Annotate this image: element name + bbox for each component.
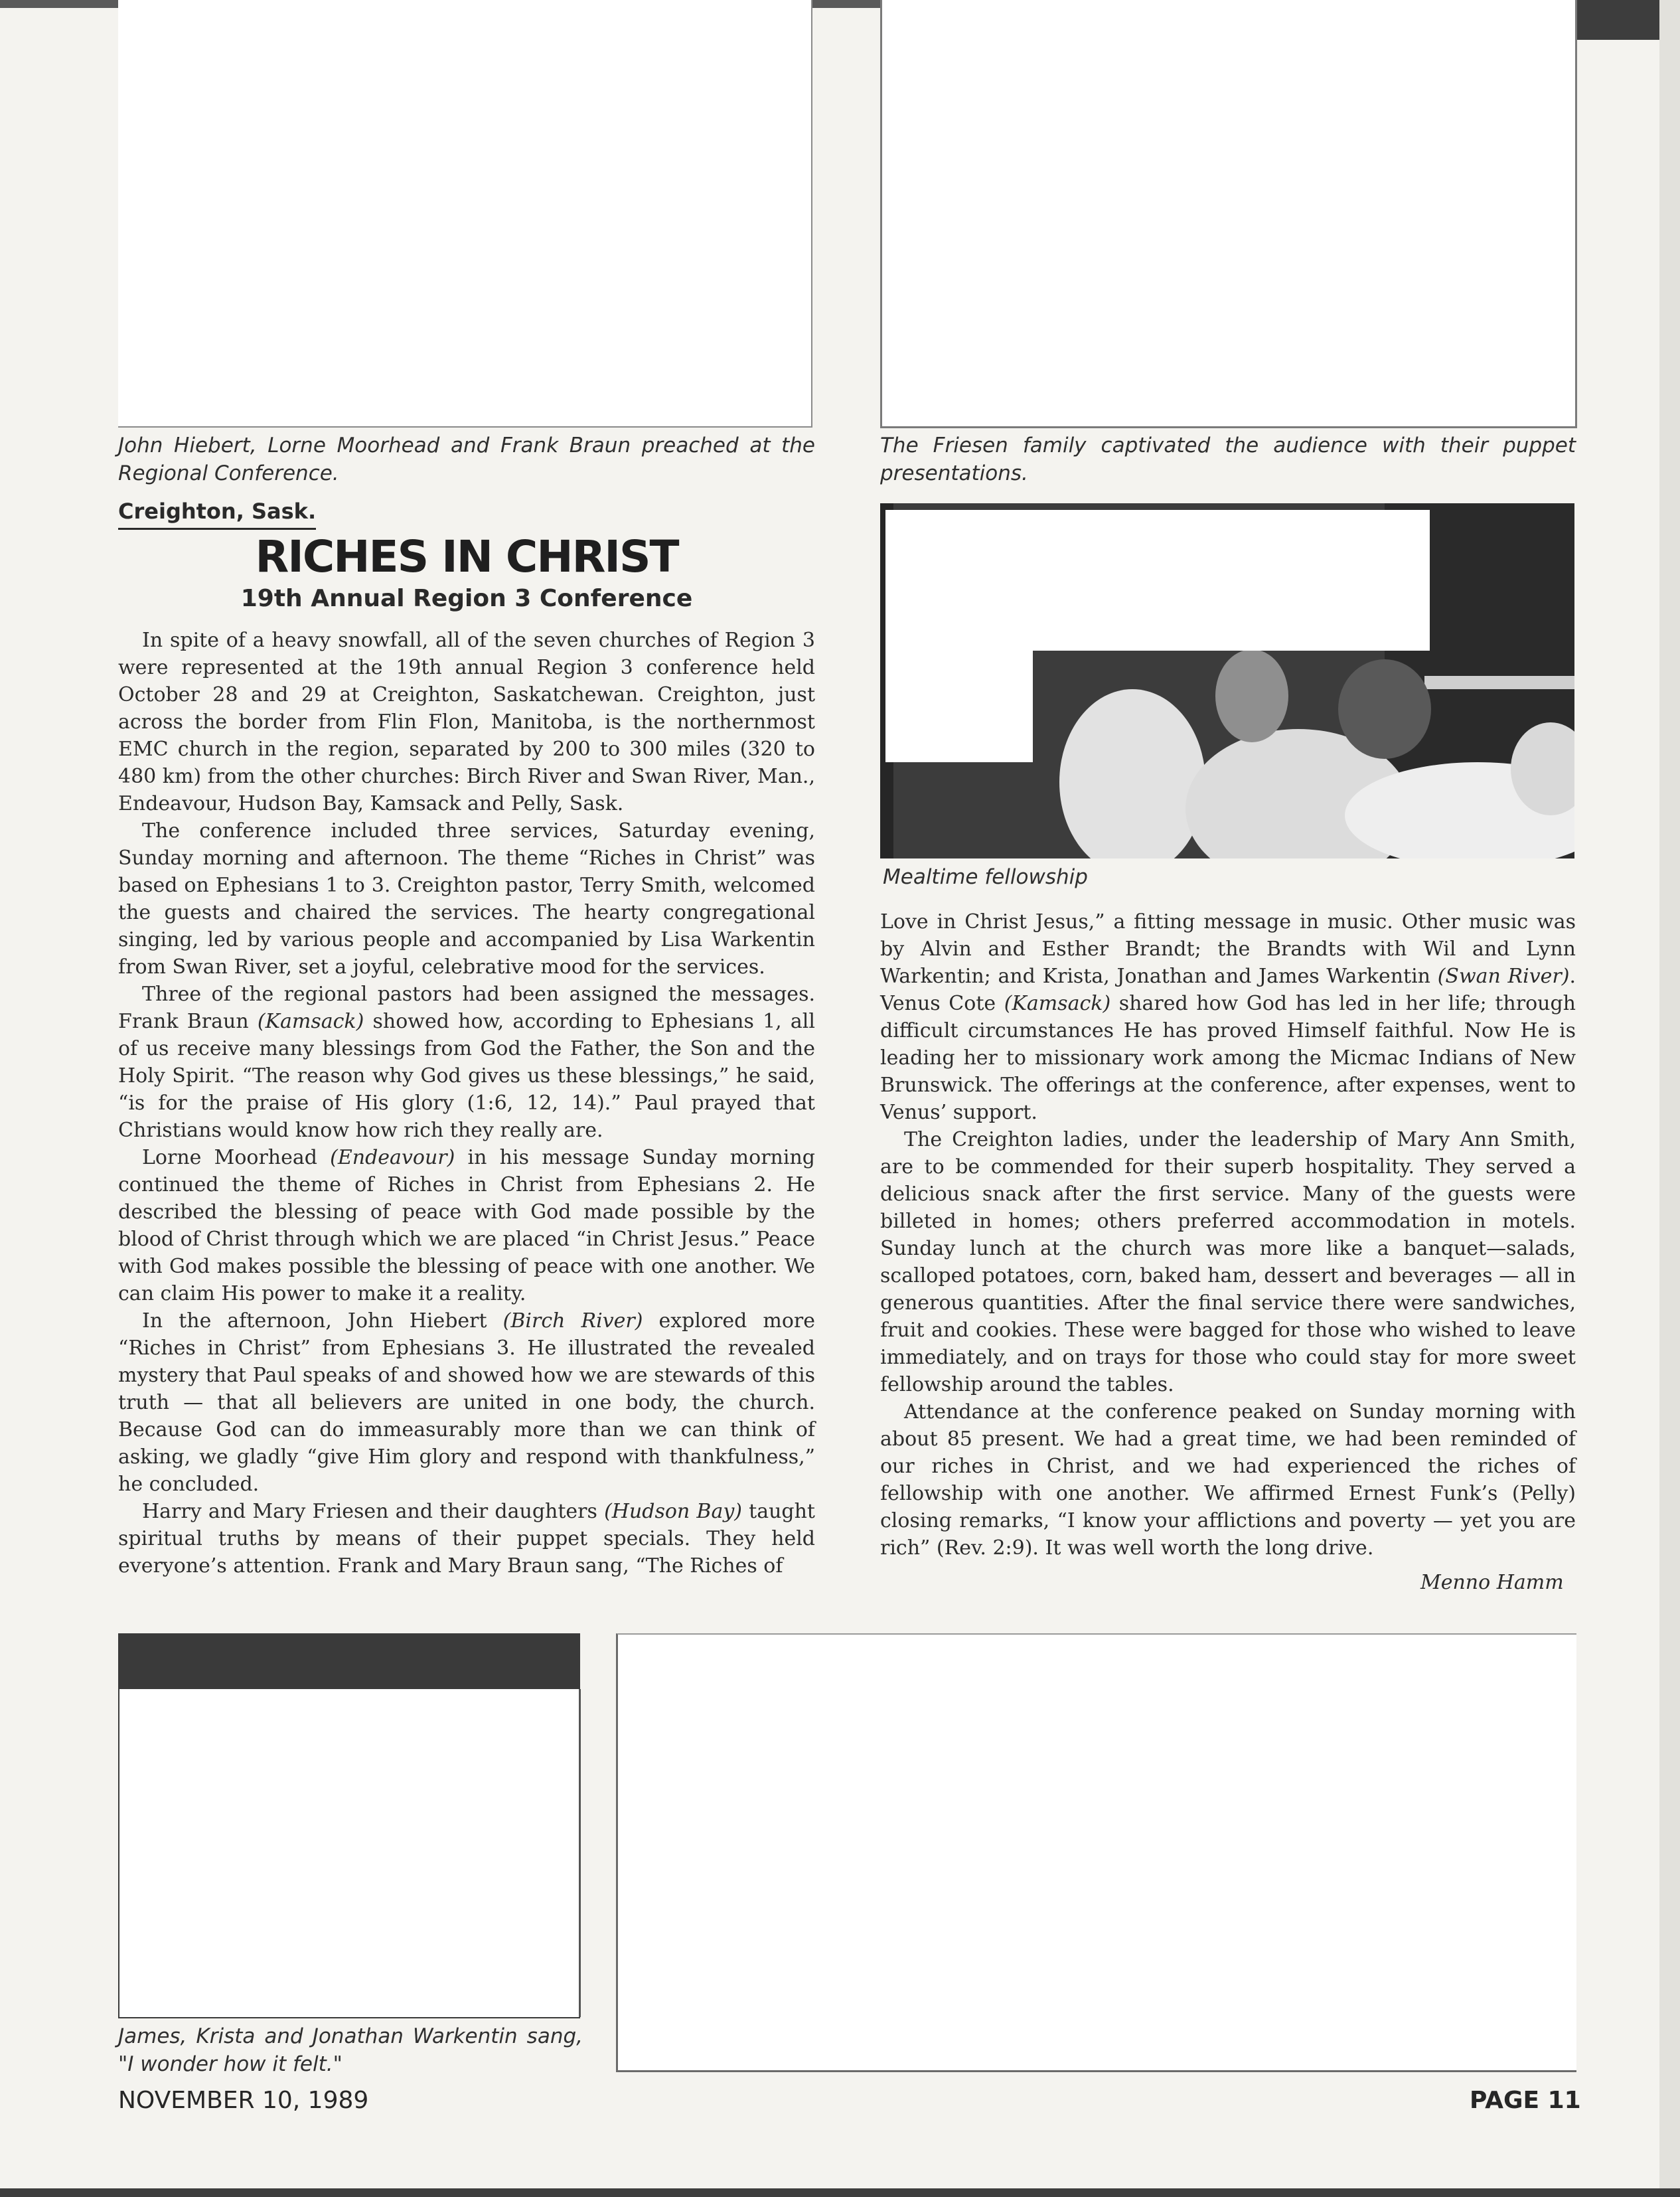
photo-mealtime — [880, 503, 1574, 858]
scan-edge-bottom — [0, 2188, 1680, 2197]
article-column-right — [880, 908, 1576, 1562]
photo-friesen-family — [880, 0, 1577, 428]
photo-preachers — [118, 0, 812, 428]
paragraph: The Creighton ladies, under the leadership of Mary Ann Smith, are to be commended for their superb hospitality. They served a delicious snack after the first service. Many of the guests were billeted in homes; others preferred accommodation in motels. Sunday lunch at the church was more like a banquet—salads, scalloped potatoes, corn, baked ham, dessert and beverages — all in generous quantities. After the final service there were sandwiches, fruit and cookies. These were bagged for those who wished to leave immediately, and on trays for those who could stay for more sweet fellowship around the tables. — [880, 1128, 1576, 1396]
photo-mealtime-overlay-b — [885, 649, 1033, 762]
article-column-left — [118, 627, 815, 1580]
photo-warkentin-overlay — [119, 1689, 581, 2017]
headline: RICHES IN CHRIST — [255, 531, 678, 582]
paragraph: In the afternoon, John Hiebert (Birch River) explored more “Riches in Christ” from Ephesians 3. He illustrated the revealed mystery that Paul speaks of and showed how we are stewards of this truth — that all believers are united in one body, the church. Because God can do immeasurably more than we can think of asking, we gladly “give Him glory and respond with thankfulness,” he concluded. — [118, 1309, 815, 1496]
photo-warkentin-singers — [118, 1633, 580, 2018]
caption-friesen-family: The Friesen family captivated the audience with their puppet presentations. — [880, 434, 1576, 485]
paragraph: The conference included three services, Saturday evening, Sunday morning and afternoon. The theme “Riches in Christ” was based on Ephesians 1 to 3. Creighton pastor, Terry Smith, welcomed the guests and chaired the services. The hearty congregational singing, led by various people and accompanied by Lisa Warkentin from Swan River, set a joyful, celebrative mood for the services. — [118, 819, 815, 979]
dateline: Creighton, Sask. — [118, 499, 316, 530]
paragraph: Harry and Mary Friesen and their daughters (Hudson Bay) taught spiritual truths by means of their puppet specials. They held everyone’s attention. Frank and Mary Braun sang, “The Riches of — [118, 1500, 815, 1578]
paragraph: Attendance at the conference peaked on Sunday morning with about 85 present. We had a great time, we had been reminded of our riches in Christ, and we had experienced the riches of fellowship with one another. We affirmed Ernest Funk’s (Pelly) closing remarks, “I know your afflictions and poverty — yet you are rich” (Rev. 2:9). It was well worth the long drive. — [880, 1400, 1576, 1560]
subhead: 19th Annual Region 3 Conference — [240, 585, 693, 612]
footer-page-number: PAGE 11 — [1470, 2087, 1581, 2114]
caption-warkentin-singers: James, Krista and Jonathan Warkentin sang, "I wonder how it felt." — [118, 2024, 583, 2076]
caption-preachers: John Hiebert, Lorne Moorhead and Frank Braun preached at the Regional Conference. — [118, 434, 815, 485]
byline: Menno Hamm — [1420, 1571, 1564, 1594]
paragraph: Lorne Moorhead (Endeavour) in his message Sunday morning continued the theme of Riches in Christ from Ephesians 2. He described the blessing of peace with God made possible by the blood of Christ through which we are placed “in Christ Jesus.” Peace with God makes possible the blessing of peace with one another. We can claim His power to make it a reality. — [118, 1146, 815, 1305]
photo-mealtime-overlay-a — [885, 510, 1430, 651]
photo-bottom-right — [616, 1633, 1576, 2072]
scan-edge-right — [1659, 0, 1680, 2197]
paragraph: In spite of a heavy snowfall, all of the seven churches of Region 3 were represented at the 19th annual Region 3 conference held October 28 and 29 at Creighton, Saskatchewan. Creighton, just across the border from Flin Flon, Manitoba, is the northernmost EMC church in the region, separated by 200 to 300 miles (320 to 480 km) from the other churches: Birch River and Swan River, Man., Endeavour, Hudson Bay, Kamsack and Pelly, Sask. — [118, 629, 815, 815]
paragraph: Three of the regional pastors had been assigned the messages. Frank Braun (Kamsack) showed how, according to Ephesians 1, all of us receive many blessings from God the Father, the Son and the Holy Spirit. “The reason why God gives us these blessings,” he said, “is for the praise of His glory (1:6, 12, 14).” Paul prayed that Christians would know how rich they really are. — [118, 983, 815, 1142]
caption-mealtime: Mealtime fellowship — [883, 865, 1088, 889]
paragraph: Love in Christ Jesus,” a fitting message in music. Other music was by Alvin and Esther Brandt; the Brandts with Wil and Lynn Warkentin; and Krista, Jonathan and James Warkentin (Swan River). Venus Cote (Kamsack) shared how God has led in her life; through difficult circumstances He has proved Himself faithful. Now He is leading her to missionary work among the Micmac Indians of New Brunswick. The offerings at the conference, after expenses, went to Venus’ support. — [880, 910, 1576, 1124]
footer-date: NOVEMBER 10, 1989 — [118, 2087, 369, 2114]
